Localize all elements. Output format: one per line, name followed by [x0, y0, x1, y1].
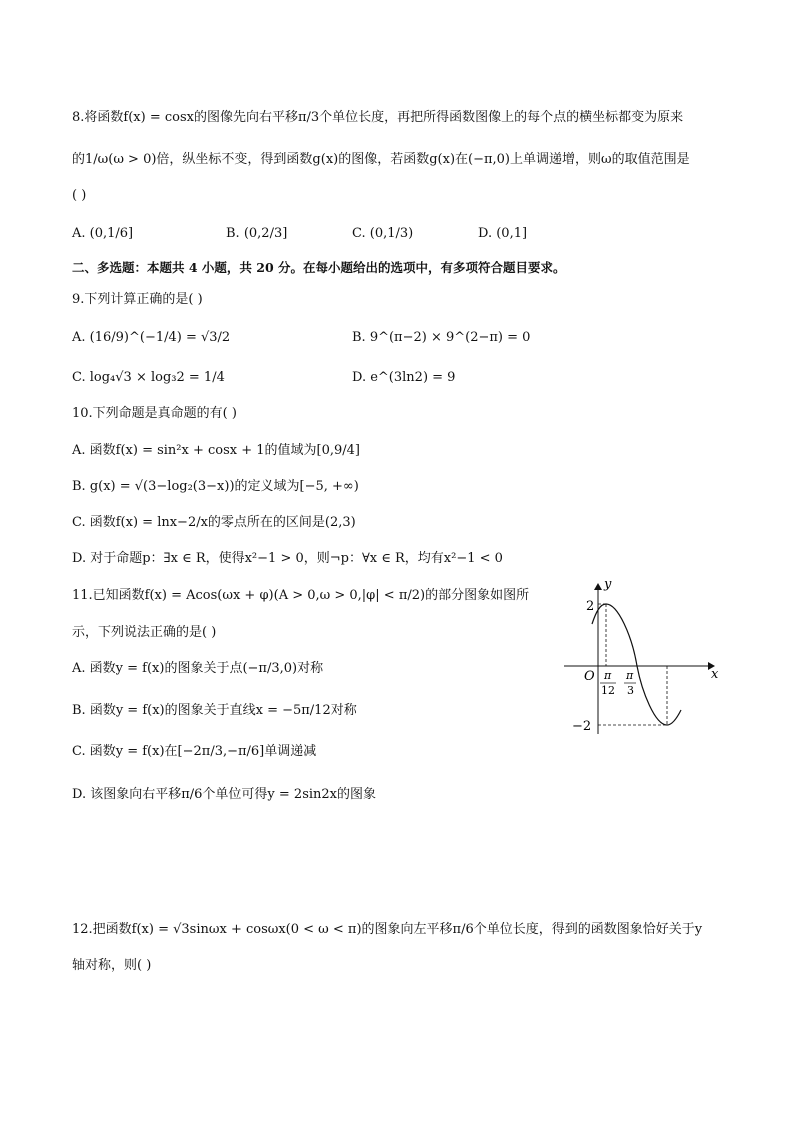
q9-option-b: B. 9^(π−2) × 9^(2−π) = 0 — [352, 330, 531, 345]
q8-line3: ( ) — [72, 188, 87, 203]
q8-option-d: D. (0,1] — [478, 226, 528, 241]
q10-option-b: B. g(x) = √(3−log₂(3−x))的定义域为[−5, +∞) — [72, 479, 359, 494]
q8-option-b: B. (0,2/3] — [226, 226, 288, 241]
q9-option-d: D. e^(3ln2) = 9 — [352, 370, 456, 385]
y-axis-label: y — [604, 577, 612, 592]
q12-line2: 轴对称，则( ) — [72, 958, 152, 973]
q10-stem: 10.下列命题是真命题的有( ) — [72, 406, 237, 421]
q10-option-d: D. 对于命题p：∃x ∈ R，使得x²−1 > 0，则¬p：∀x ∈ R，均有x²−1 < 0 — [72, 551, 503, 566]
tick-pi12-num: π — [604, 669, 612, 682]
q10-option-c: C. 函数f(x) = lnx−2/x的零点所在的区间是(2,3) — [72, 515, 356, 530]
q11-option-d: D. 该图象向右平移π/6个单位可得y = 2sin2x的图象 — [72, 787, 376, 802]
q12-line1: 12.把函数f(x) = √3sinωx + cosωx(0 < ω < π)的图象向左平移π/6个单位长度，得到的函数图象恰好关于y — [72, 922, 703, 937]
q8-option-c: C. (0,1/3) — [352, 226, 414, 241]
q8-option-a: A. (0,1/6] — [72, 226, 134, 241]
q9-option-a: A. (16/9)^(−1/4) = √3/2 — [72, 330, 231, 345]
y-min-label: −2 — [572, 719, 592, 734]
q11-option-b: B. 函数y = f(x)的图象关于直线x = −5π/12对称 — [72, 703, 357, 718]
y-max-label: 2 — [586, 599, 595, 614]
section-heading: 二、多选题：本题共 4 小题，共 20 分。在每小题给出的选项中，有多项符合题目要求。 — [72, 260, 566, 275]
q11-line2: 示，下列说法正确的是( ) — [72, 625, 217, 640]
tick-pi12-den: 12 — [601, 684, 615, 697]
q11-option-c: C. 函数y = f(x)在[−2π/3,−π/6]单调递减 — [72, 744, 317, 759]
q8-line2: 的1/ω(ω > 0)倍，纵坐标不变，得到函数g(x)的图像，若函数g(x)在(−π,0)上单调递增，则ω的取值范围是 — [72, 152, 690, 167]
origin-label: O — [584, 669, 595, 684]
cosine-curve — [592, 604, 681, 725]
q9-stem: 9.下列计算正确的是( ) — [72, 292, 203, 307]
q8-line1: 8.将函数f(x) = cosx的图像先向右平移π/3个单位长度，再把所得函数图像上的每个点的横坐标都变为原来 — [72, 110, 684, 125]
q11-line1: 11.已知函数f(x) = Acos(ωx + φ)(A > 0,ω > 0,|φ| < π/2)的部分图象如图所 — [72, 588, 530, 603]
q11-function-graph — [560, 574, 730, 742]
tick-pi3-den: 3 — [627, 684, 634, 697]
q10-option-a: A. 函数f(x) = sin²x + cosx + 1的值域为[0,9/4] — [72, 443, 361, 458]
q9-option-c: C. log₄√3 × log₃2 = 1/4 — [72, 370, 225, 385]
tick-pi3-num: π — [626, 669, 634, 682]
q11-option-a: A. 函数y = f(x)的图象关于点(−π/3,0)对称 — [72, 661, 324, 676]
x-axis-label: x — [711, 667, 719, 682]
